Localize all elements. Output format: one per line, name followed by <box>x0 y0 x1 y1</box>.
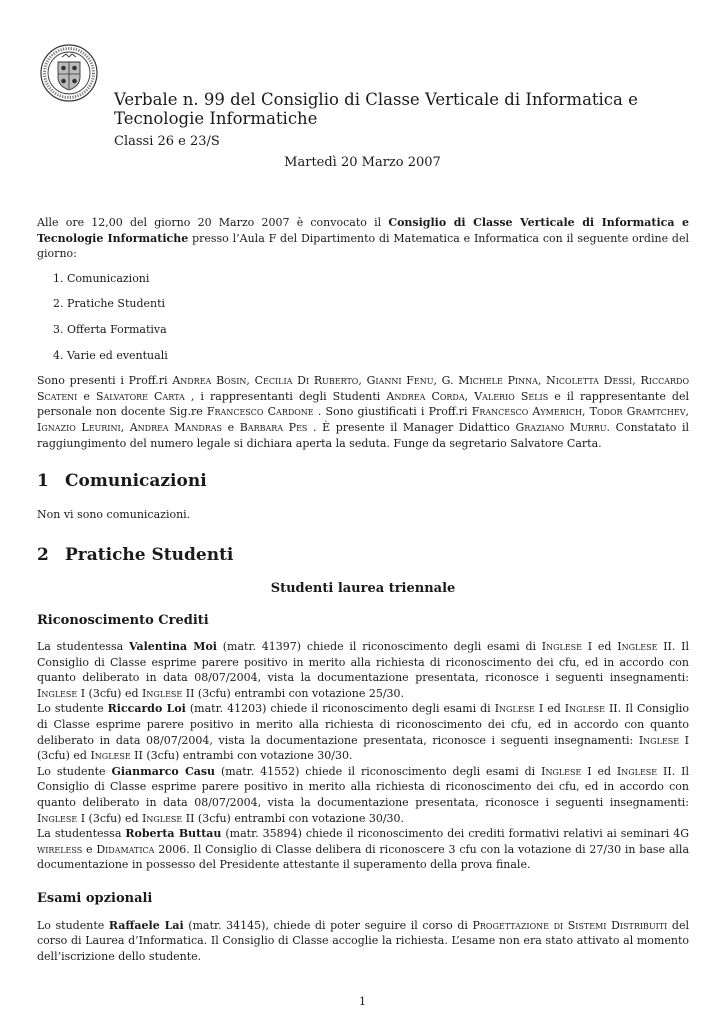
student-name: Roberta Buttau <box>125 827 222 841</box>
classi-label: Classi 26 e 23/S <box>114 134 220 149</box>
agenda-item: 1. Comunicazioni <box>67 271 689 287</box>
document-title: Verbale n. 99 del Consiglio di Classe Verticale di Informatica e Tecnologie Informatiche <box>114 90 638 128</box>
document-body <box>37 215 689 964</box>
staff-representative: Francesco Cardone <box>206 405 314 419</box>
student-name: Raffaele Lai <box>108 918 184 932</box>
agenda-item: 3. Offerta Formativa <box>67 322 689 338</box>
excused-members: Francesco Aymerich, Todor Gramtchev, Ignazio Leurini, Andrea Mandras <box>37 405 690 434</box>
section-heading-comunicazioni: 1 Comunicazioni <box>37 471 207 492</box>
agenda-item: 2. Pratiche Studenti <box>67 296 689 312</box>
student-paragraph: Lo studente Gianmarco Casu (matr. 41552) chiede il riconoscimento degli esami di Inglese I ed Inglese II. Il Consiglio di Classe esprime parere positivo in merito alla richiesta di riconoscimento dei cfu, ed in accordo con quanto deliberato in data 08/07/2004, vista la documentazione presentata, riconosce i seguenti insegnamenti: Inglese I (3cfu) ed Inglese II (3cfu) entrambi con votazione 30/30. <box>37 764 689 825</box>
present-members: Andrea Bosin, Cecilia Di Ruberto, Gianni Fenu, G. Michele Pinna, Nicoletta Dessì, Riccardo Scateni <box>37 374 689 403</box>
didactic-manager: Graziano Murru <box>515 420 607 434</box>
subsection-heading-triennale: Studenti laurea triennale <box>270 580 456 596</box>
section-heading-pratiche: 2 Pratiche Studenti <box>37 545 234 566</box>
student-paragraph: La studentessa Valentina Moi (matr. 41397) chiede il riconoscimento degli esami di Inglese I ed Inglese II. Il Consiglio di Classe esprime parere positivo in merito alla richiesta di riconoscimento dei cfu, ed in accordo con quanto deliberato in data 08/07/2004, vista la documentazione presentata, riconosce i seguenti insegnamenti: Inglese I (3cfu) ed Inglese II (3cfu) entrambi con votazione 25/30. <box>37 640 690 700</box>
intro-paragraph: Alle ore 12,00 del giorno 20 Marzo 2007 è convocato il Consiglio di Classe Verticale di Informatica e Tecnologie Informatiche presso l’Aula F del Dipartimento di Matematica e Informatica con il seguente ordine del giorno: <box>37 216 689 261</box>
agenda-list <box>37 271 689 363</box>
excused-member-pes: Barbara Pes <box>239 420 308 434</box>
student-paragraph: La studentessa Roberta Buttau (matr. 35894) chiede il riconoscimento dei crediti formativi relativi ai seminari 4G wireless e Didamatica 2006. Il Consiglio di Classe delibera di riconoscere 3 cfu con la votazione di 27/30 in base alla documentazione in possesso del Presidente attestante il superamento della prova finale. <box>37 827 690 872</box>
heading-riconoscimento-crediti: Riconoscimento Crediti <box>37 612 209 628</box>
present-member-carta: Salvatore Carta <box>95 389 185 403</box>
page-number: 1 <box>359 995 366 1008</box>
comunicazioni-text: Non vi sono comunicazioni. <box>37 507 191 521</box>
attendance-paragraph: Sono presenti i Proff.ri Andrea Bosin, Cecilia Di Ruberto, Gianni Fenu, G. Michele Pinna, Nicoletta Dessì, Riccardo Scateni e Salvatore Carta , i rappresentanti degli Studenti Andrea Corda, Valerio Selis e il rappresentante del personale non docente Sig.re Francesco Cardone . Sono giustificati i Proff.ri Francesco Aymerich, Todor Gramtchev, Ignazio Leurini, Andrea Mandras e Barbara Pes . È presente il Manager Didattico Graziano Murru. Constatato il raggiungimento del numero legale si dichiara aperta la seduta. Funge da segretario Salvatore Carta. <box>37 374 690 450</box>
council-name: Consiglio di Classe Verticale di Informatica e Tecnologie Informatiche <box>37 216 689 245</box>
heading-esami-opzionali: Esami opzionali <box>37 891 153 906</box>
student-representatives: Andrea Corda, Valerio Selis <box>386 389 549 403</box>
meeting-date: Martedì 20 Marzo 2007 <box>284 155 441 170</box>
student-name: Valentina Moi <box>128 640 217 654</box>
student-paragraph: Lo studente Riccardo Loi (matr. 41203) chiede il riconoscimento degli esami di Inglese I ed Inglese II. Il Consiglio di Classe esprime parere positivo in merito alla richiesta di riconoscimento dei cfu, ed in accordo con quanto deliberato in data 08/07/2004, vista la documentazione presentata, riconosce i seguenti insegnamenti: Inglese I (3cfu) ed Inglese II (3cfu) entrambi con votazione 30/30. <box>37 702 689 763</box>
agenda-item: 4. Varie ed eventuali <box>67 348 689 364</box>
student-name: Riccardo Loi <box>107 702 186 716</box>
university-seal-icon <box>40 44 98 102</box>
student-name: Gianmarco Casu <box>111 764 216 778</box>
student-paragraph: Lo studente Raffaele Lai (matr. 34145), chiede di poter seguire il corso di Progettazione di Sistemi Distribuiti del corso di Laurea d’Informatica. Il Consiglio di Classe accoglie la richiesta. L’esame non era stato attivato al momento dell’iscrizione dello studente. <box>37 918 690 963</box>
